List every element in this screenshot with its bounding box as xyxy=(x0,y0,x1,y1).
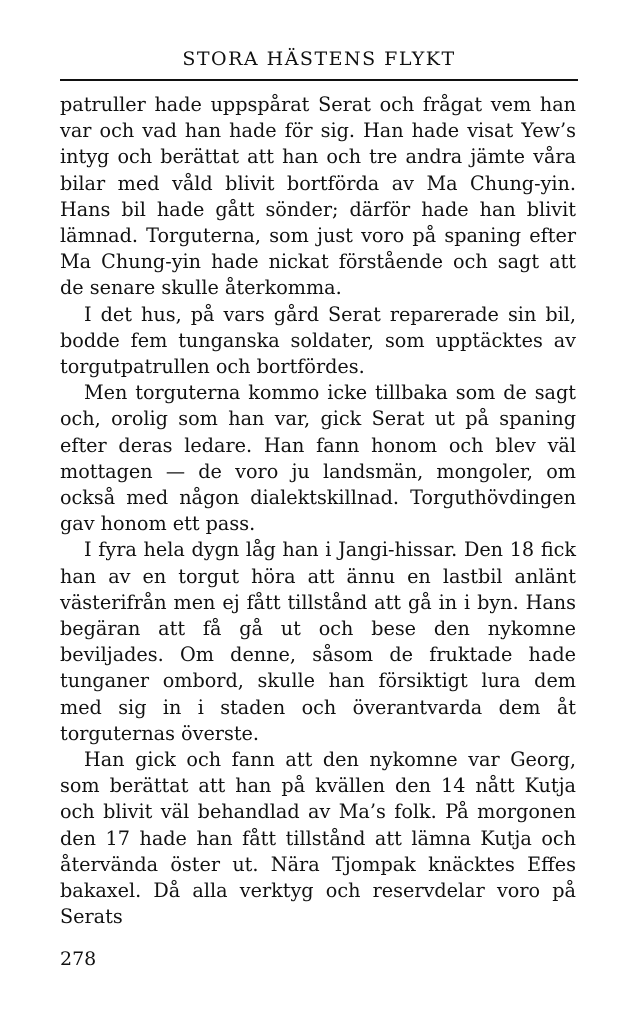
paragraph-1: patruller hade uppspårat Serat och frågat vem han var och vad han hade för sig. Han hade visat Yew’s intyg och berättat att han och tre andra jämte våra bilar med våld blivit bortförda av Ma Chung-yin. Hans bil hade gått sönder; därför hade han blivit lämnad. Torguterna, som just voro på spaning efter Ma Chung-yin hade nickat förstående och sagt att de senare skulle återkomma. xyxy=(60,93,576,300)
body-text xyxy=(60,92,576,931)
paragraph-2: I det hus, på vars gård Serat reparerade sin bil, bodde fem tunganska soldater, som upptäcktes av torgutpatrullen och bortfördes. xyxy=(60,302,576,379)
running-head: STORA HÄSTENS FLYKT xyxy=(182,48,456,70)
paragraph-5: Han gick och fann att den nykomne var Georg, som berättat att han på kvällen den 14 nått Kutja och blivit väl behandlad av Ma’s folk. På morgonen den 17 hade han fått tillstånd att lämna Kutja och återvända öster ut. Nära Tjompak knäcktes Effes bakaxel. Då alla verktyg och reservdelar voro på Serats xyxy=(60,748,576,929)
paragraph-3: Men torguterna kommo icke tillbaka som de sagt och, orolig som han var, gick Serat ut på spaning efter deras ledare. Han fann honom och blev väl mottagen — de voro ju landsmän, mongoler, om också med någon dialektskillnad. Torguthövdingen gav honom ett pass. xyxy=(60,381,576,536)
header-rule xyxy=(60,79,578,81)
paragraph-4: I fyra hela dygn låg han i Jangi-hissar. Den 18 fick han av en torgut höra att ännu en lastbil anlänt västerifrån men ej fått tillstånd att gå in i byn. Hans begäran att få gå ut och bese den nykomne beviljades. Om denne, såsom de fruktade hade tunganer ombord, skulle han försiktigt lura dem med sig in i staden och överantvarda dem åt torguternas överste. xyxy=(60,538,576,745)
page-number: 278 xyxy=(60,948,97,970)
